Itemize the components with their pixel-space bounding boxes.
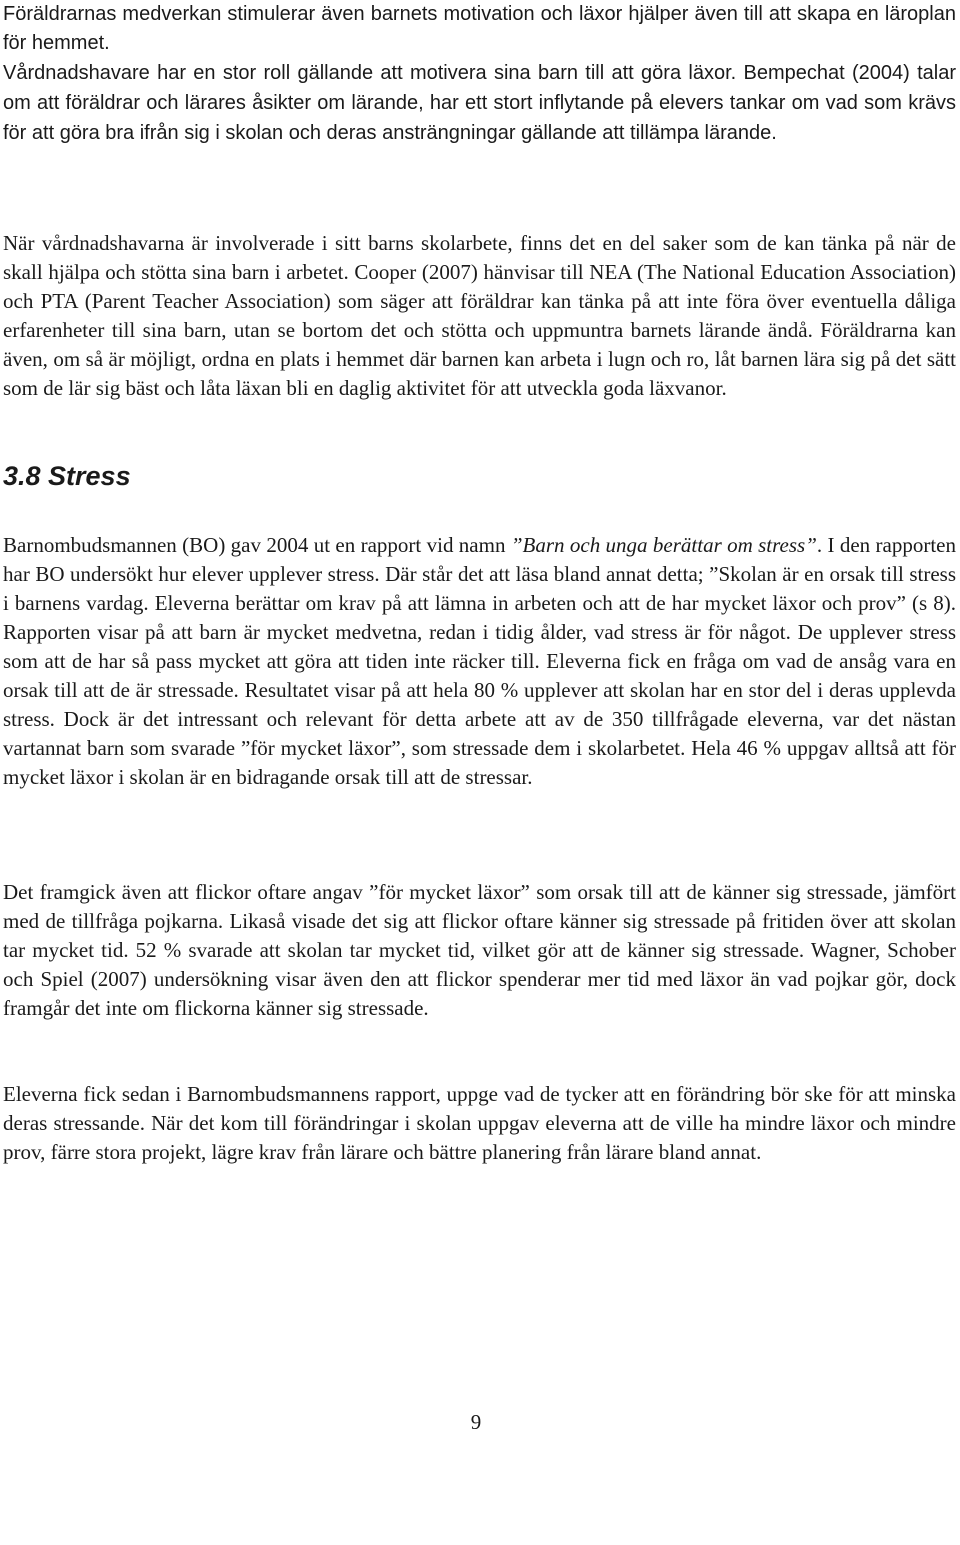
paragraph-guardian-involvement: När vårdnadshavarna är involverade i sitt barns skolarbete, finns det en del saker som de kan tänka på när de skall hjälpa och stötta sina barn i arbetet. Cooper (2007) hänvisar till NEA (The National Education Association) och PTA (Parent Teacher Association) som säger att föräldrar kan tänka på att inte föra över eventuella dåliga erfarenheter till sina barn, utan se bortom det och stötta och uppmuntra barnets lärande ändå. Föräldrarna kan även, om så är möjligt, ordna en plats i hemmet där barnen kan arbeta i lugn och ro, låt barnen lära sig på det sätt som de lär sig bäst och låta läxan bli en daglig aktivitet för att utveckla goda läxvanor. (3, 231, 956, 400)
paragraph-bo-report (3, 531, 956, 792)
paragraph-bo-report-body: . I den rapporten har BO undersökt hur elever upplever stress. Där står det att läsa bland annat detta; ”Skolan är en orsak till stress i barnens vardag. Eleverna berättar om krav på att lämna in arbeten och att de har mycket läxor och prov” (s 8). Rapporten visar på att barn är mycket medvetna, redan i tidig ålder, vad stress är för något. De upplever stress som att de har så pass mycket att göra att tiden inte räcker till. Eleverna fick en fråga om vad de ansåg vara en orsak till att de är stressade. Resultatet visar på att hela 80 % upplever att skolan har en stor del i deras upplevda stress. Dock är det intressant och relevant för detta arbete att av de 350 tillfrågade eleverna, var det nästan vartannat barn som svarade ”för mycket läxor”, som stressade dem i skolarbetet. Hela 46 % uppgav alltså att för mycket läxor i skolan är en bidragande orsak till att de stressar. (3, 533, 957, 789)
paragraph-suggested-changes: Eleverna fick sedan i Barnombudsmannens rapport, uppge vad de tycker att en förändring bör ske för att minska deras stressande. När det kom till förändringar i skolan uppgav eleverna att de ville ha mindre läxor och mindre prov, färre stora projekt, lägre krav från lärare och bättre planering från lärare bland annat. (3, 1082, 956, 1164)
paragraph-parent-involvement: Föräldrarnas medverkan stimulerar även barnets motivation och läxor hjälper även till att skapa en läroplan för hemmet. (3, 3, 956, 54)
report-title: ”Barn och unga berättar om stress” (510, 533, 817, 557)
paragraph-bo-report-start: Barnombudsmannen (BO) gav 2004 ut en rapport vid namn (3, 533, 511, 557)
paragraph-guardian-motivation-body: Bempechat (2004) talar om att föräldrar och lärares åsikter om lärande, har ett stort inflytande på elevers tankar om vad som krävs för att göra bra ifrån sig i skolan och deras ansträngningar gällande att tillämpa lärande. (3, 62, 957, 144)
paragraph-gender-differences: Det framgick även att flickor oftare angav ”för mycket läxor” som orsak till att de känner sig stressade, jämfört med de tillfråga pojkarna. Likaså visade det sig att flickor oftare känner sig stressade på fritiden över att skolan tar mycket tid. 52 % svarade att skolan tar mycket tid, vilket gör att de känner sig stressade. Wagner, Schober och Spiel (2007) undersökning visar även den att flickor spenderar mer tid med läxor än vad pojkar gör, dock framgår det inte om flickorna känner sig stressade. (3, 880, 956, 1020)
page-number: 9 (470, 1410, 482, 1434)
section-heading-stress: 3.8 Stress (3, 461, 131, 491)
paragraph-guardian-motivation-lead: Vårdnadshavare har en stor roll gällande att motivera sina barn till att göra läxor. (3, 62, 737, 84)
paragraph-guardian-motivation (3, 58, 956, 148)
